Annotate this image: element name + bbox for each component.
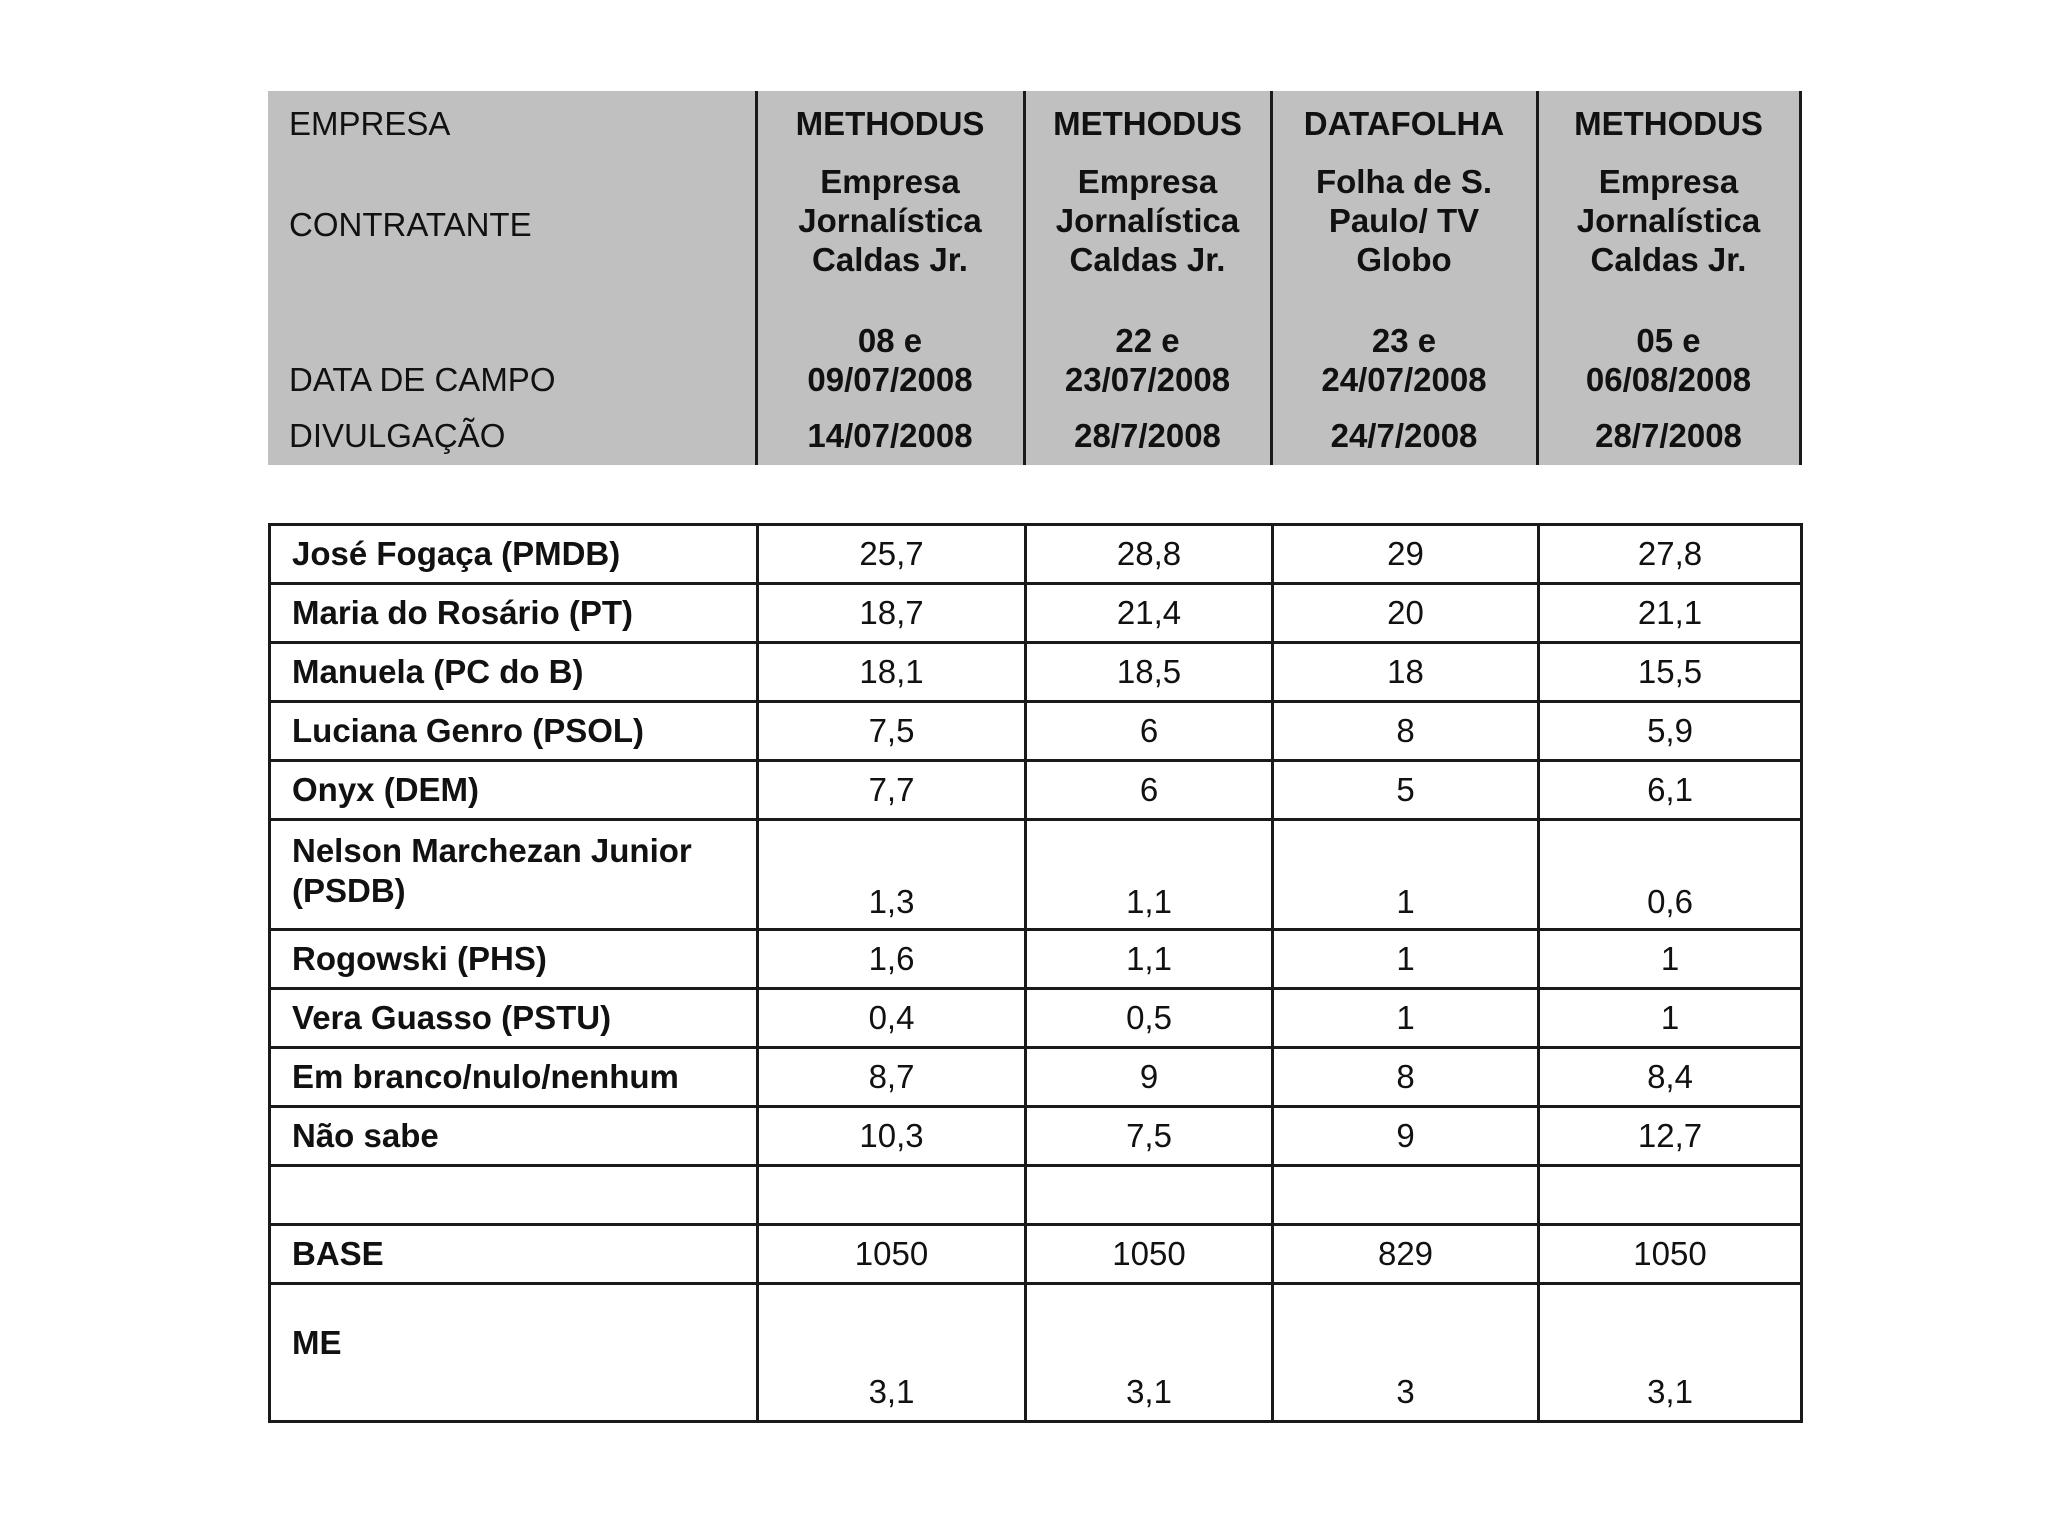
empty-cell bbox=[1026, 1166, 1273, 1225]
value-cell: 1 bbox=[1273, 820, 1539, 930]
value-cell: 3,1 bbox=[1539, 1284, 1802, 1422]
value-cell: 18 bbox=[1273, 643, 1539, 702]
value-cell: 0,6 bbox=[1539, 820, 1802, 930]
value-cell: 27,8 bbox=[1539, 525, 1802, 584]
poll-header-table bbox=[268, 91, 1802, 465]
value-cell: 1,1 bbox=[1026, 930, 1273, 989]
value-cell: 3 bbox=[1273, 1284, 1539, 1422]
value-cell: 1 bbox=[1539, 930, 1802, 989]
table-row bbox=[270, 761, 1802, 820]
value-cell: 9 bbox=[1026, 1048, 1273, 1107]
value-cell: 0,5 bbox=[1026, 989, 1273, 1048]
value-cell: 1050 bbox=[758, 1225, 1026, 1284]
empty-cell bbox=[758, 1166, 1026, 1225]
data-de-campo-cell: 08 e 09/07/2008 bbox=[756, 285, 1024, 405]
value-cell: 8,7 bbox=[758, 1048, 1026, 1107]
value-cell: 18,1 bbox=[758, 643, 1026, 702]
value-cell: 0,4 bbox=[758, 989, 1026, 1048]
value-cell: 829 bbox=[1273, 1225, 1539, 1284]
value-cell: 28,8 bbox=[1026, 525, 1273, 584]
table-row bbox=[270, 1048, 1802, 1107]
contratante-label: CONTRATANTE bbox=[289, 205, 532, 243]
contratante-row bbox=[268, 155, 1800, 285]
value-cell: 7,7 bbox=[758, 761, 1026, 820]
value-cell: 1 bbox=[1273, 930, 1539, 989]
value-cell: 1,1 bbox=[1026, 820, 1273, 930]
value-cell: 9 bbox=[1273, 1107, 1539, 1166]
table-row bbox=[270, 584, 1802, 643]
empresa-cell: METHODUS bbox=[1024, 91, 1271, 155]
value-cell: 8 bbox=[1273, 1048, 1539, 1107]
value-cell: 12,7 bbox=[1539, 1107, 1802, 1166]
divulgacao-cell: 28/7/2008 bbox=[1024, 405, 1271, 465]
value-cell: 25,7 bbox=[758, 525, 1026, 584]
poll-results-table bbox=[268, 523, 1803, 1423]
value-cell: 8 bbox=[1273, 702, 1539, 761]
value-cell: 21,4 bbox=[1026, 584, 1273, 643]
candidate-label: Luciana Genro (PSOL) bbox=[270, 702, 758, 761]
value-cell: 1,3 bbox=[758, 820, 1026, 930]
table-row bbox=[270, 702, 1802, 761]
divulgacao-cell: 14/07/2008 bbox=[756, 405, 1024, 465]
candidate-label: Rogowski (PHS) bbox=[270, 930, 758, 989]
value-cell: 15,5 bbox=[1539, 643, 1802, 702]
value-cell: 1 bbox=[1539, 989, 1802, 1048]
value-cell: 8,4 bbox=[1539, 1048, 1802, 1107]
table-row bbox=[270, 1107, 1802, 1166]
value-cell: 18,5 bbox=[1026, 643, 1273, 702]
empresa-row bbox=[268, 91, 1800, 155]
divulgacao-cell: 28/7/2008 bbox=[1537, 405, 1800, 465]
contratante-cell: Empresa Jornalística Caldas Jr. bbox=[1537, 155, 1800, 285]
base-row bbox=[270, 1225, 1802, 1284]
value-cell: 3,1 bbox=[758, 1284, 1026, 1422]
contratante-cell: Folha de S. Paulo/ TV Globo bbox=[1271, 155, 1537, 285]
contratante-cell: Empresa Jornalística Caldas Jr. bbox=[756, 155, 1024, 285]
candidate-label: Nelson Marchezan Junior (PSDB) bbox=[270, 820, 758, 930]
empresa-cell: DATAFOLHA bbox=[1271, 91, 1537, 155]
empresa-cell: METHODUS bbox=[756, 91, 1024, 155]
candidate-label: Não sabe bbox=[270, 1107, 758, 1166]
candidate-label: Manuela (PC do B) bbox=[270, 643, 758, 702]
value-cell: 1 bbox=[1273, 989, 1539, 1048]
divulgacao-cell: 24/7/2008 bbox=[1271, 405, 1537, 465]
empty-cell bbox=[1273, 1166, 1539, 1225]
divulgacao-label: DIVULGAÇÃO bbox=[289, 416, 506, 454]
data-de-campo-cell: 22 e 23/07/2008 bbox=[1024, 285, 1271, 405]
value-cell: 20 bbox=[1273, 584, 1539, 643]
value-cell: 6,1 bbox=[1539, 761, 1802, 820]
empresa-label: EMPRESA bbox=[289, 104, 451, 142]
value-cell: 29 bbox=[1273, 525, 1539, 584]
me-label: ME bbox=[270, 1284, 758, 1422]
table-row bbox=[270, 930, 1802, 989]
value-cell: 7,5 bbox=[758, 702, 1026, 761]
data-de-campo-row bbox=[268, 285, 1800, 405]
candidate-label: Em branco/nulo/nenhum bbox=[270, 1048, 758, 1107]
candidate-label: José Fogaça (PMDB) bbox=[270, 525, 758, 584]
empty-cell bbox=[270, 1166, 758, 1225]
data-de-campo-label: DATA DE CAMPO bbox=[289, 361, 556, 398]
base-label: BASE bbox=[270, 1225, 758, 1284]
empty-cell bbox=[1539, 1166, 1802, 1225]
blank-row bbox=[270, 1166, 1802, 1225]
value-cell: 1050 bbox=[1539, 1225, 1802, 1284]
candidate-label: Vera Guasso (PSTU) bbox=[270, 989, 758, 1048]
divulgacao-row bbox=[268, 405, 1800, 465]
value-cell: 5,9 bbox=[1539, 702, 1802, 761]
candidate-label: Maria do Rosário (PT) bbox=[270, 584, 758, 643]
data-de-campo-cell: 23 e 24/07/2008 bbox=[1271, 285, 1537, 405]
value-cell: 7,5 bbox=[1026, 1107, 1273, 1166]
value-cell: 3,1 bbox=[1026, 1284, 1273, 1422]
data-de-campo-cell: 05 e 06/08/2008 bbox=[1537, 285, 1800, 405]
contratante-cell: Empresa Jornalística Caldas Jr. bbox=[1024, 155, 1271, 285]
value-cell: 21,1 bbox=[1539, 584, 1802, 643]
me-row bbox=[270, 1284, 1802, 1422]
table-row bbox=[270, 820, 1802, 930]
value-cell: 6 bbox=[1026, 761, 1273, 820]
value-cell: 10,3 bbox=[758, 1107, 1026, 1166]
candidate-label: Onyx (DEM) bbox=[270, 761, 758, 820]
empresa-cell: METHODUS bbox=[1537, 91, 1800, 155]
table-row bbox=[270, 643, 1802, 702]
value-cell: 6 bbox=[1026, 702, 1273, 761]
value-cell: 1,6 bbox=[758, 930, 1026, 989]
table-row bbox=[270, 989, 1802, 1048]
value-cell: 18,7 bbox=[758, 584, 1026, 643]
value-cell: 1050 bbox=[1026, 1225, 1273, 1284]
value-cell: 5 bbox=[1273, 761, 1539, 820]
table-row bbox=[270, 525, 1802, 584]
